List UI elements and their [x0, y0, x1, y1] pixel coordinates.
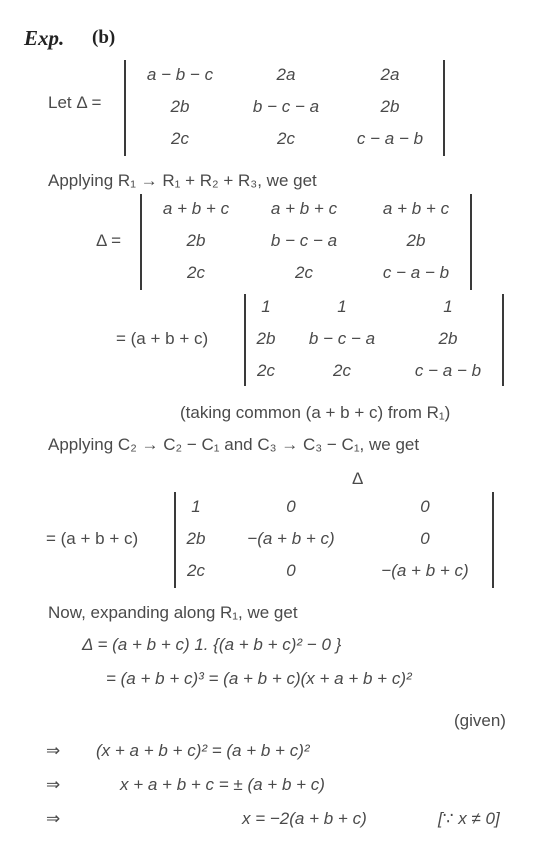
det4-cell: 1 — [191, 497, 201, 516]
det3-cell: b − c − a — [308, 329, 376, 348]
det1-cell: 2a — [276, 65, 296, 84]
det4-cell: 2b — [186, 529, 206, 548]
det4-left-bar — [174, 492, 176, 588]
implies-arrow-icon: ⇒ — [46, 809, 61, 828]
answer-option: (b) — [92, 27, 116, 48]
det4-right-bar — [492, 492, 494, 588]
det4-cell: 0 — [420, 529, 430, 548]
det1-cell: 2b — [380, 97, 400, 116]
det3-left-bar — [244, 294, 246, 386]
det4-cell: 2c — [187, 561, 205, 580]
det2-prefix: Δ = — [96, 231, 122, 250]
delta-label: Δ — [352, 469, 364, 488]
det2-cell: 2c — [295, 263, 313, 282]
det2-cell: a + b + c — [270, 199, 338, 218]
det3-cell: 2c — [333, 361, 351, 380]
implication-square: (x + a + b + c)² = (a + b + c)² — [96, 741, 310, 760]
det1-cell: a − b − c — [146, 65, 214, 84]
given-note: (given) — [454, 711, 506, 730]
equation-cube: = (a + b + c)³ = (a + b + c)(x + a + b + c)² — [106, 669, 412, 688]
det3-right-bar — [502, 294, 504, 386]
det3-cell: 2b — [256, 329, 276, 348]
equation-expansion: Δ = (a + b + c) 1. {(a + b + c)² − 0 } — [82, 635, 342, 654]
det1-right-bar — [443, 60, 445, 156]
det1-cell: 2b — [170, 97, 190, 116]
det4-cell: −(a + b + c) — [247, 529, 335, 548]
det1-cell: b − c − a — [252, 97, 320, 116]
det1-cell: c − a − b — [356, 129, 424, 148]
implies-arrow-icon: ⇒ — [46, 775, 61, 794]
det2-cell: 2b — [406, 231, 426, 250]
step1-text: Applying R₁ → R₁ + R₂ + R₃, we get — [48, 171, 317, 190]
det2-cell: a + b + c — [382, 199, 450, 218]
det1-left-bar — [124, 60, 126, 156]
det2-cell: c − a − b — [382, 263, 450, 282]
det4-cell: 0 — [286, 497, 296, 516]
note-taking-common: (taking common (a + b + c) from R₁) — [180, 403, 451, 422]
exp-label: Exp. — [24, 26, 65, 50]
det1-cell: 2c — [277, 129, 295, 148]
det2-left-bar — [140, 194, 142, 290]
det2-cell: 2b — [186, 231, 206, 250]
step3-text: Now, expanding along R₁, we get — [48, 603, 298, 622]
det3-cell: 1 — [443, 297, 453, 316]
det1-cell: 2c — [171, 129, 189, 148]
det4-cell: 0 — [420, 497, 430, 516]
det4-cell: 0 — [286, 561, 296, 580]
det3-cell: 1 — [261, 297, 271, 316]
det4-prefix: = (a + b + c) — [46, 529, 139, 548]
det3-cell: c − a − b — [414, 361, 482, 380]
det1-prefix: Let Δ = — [48, 93, 102, 112]
det3-prefix: = (a + b + c) — [116, 329, 209, 348]
det2-cell: a + b + c — [162, 199, 230, 218]
det2-cell: 2c — [187, 263, 205, 282]
implies-arrow-icon: ⇒ — [46, 741, 61, 760]
step2-text: Applying C₂ → C₂ − C₁ and C₃ → C₃ − C₁, we get — [48, 435, 420, 454]
det3-cell: 2b — [438, 329, 458, 348]
det3-cell: 1 — [337, 297, 347, 316]
implication-plusminus: x + a + b + c = ± (a + b + c) — [120, 775, 325, 794]
det1-cell: 2a — [380, 65, 400, 84]
condition-note: [∵ x ≠ 0] — [438, 809, 500, 828]
final-answer: x = −2(a + b + c) — [242, 809, 367, 828]
det3-cell: 2c — [257, 361, 275, 380]
det2-cell: b − c − a — [270, 231, 338, 250]
det2-right-bar — [470, 194, 472, 290]
det4-cell: −(a + b + c) — [381, 561, 469, 580]
